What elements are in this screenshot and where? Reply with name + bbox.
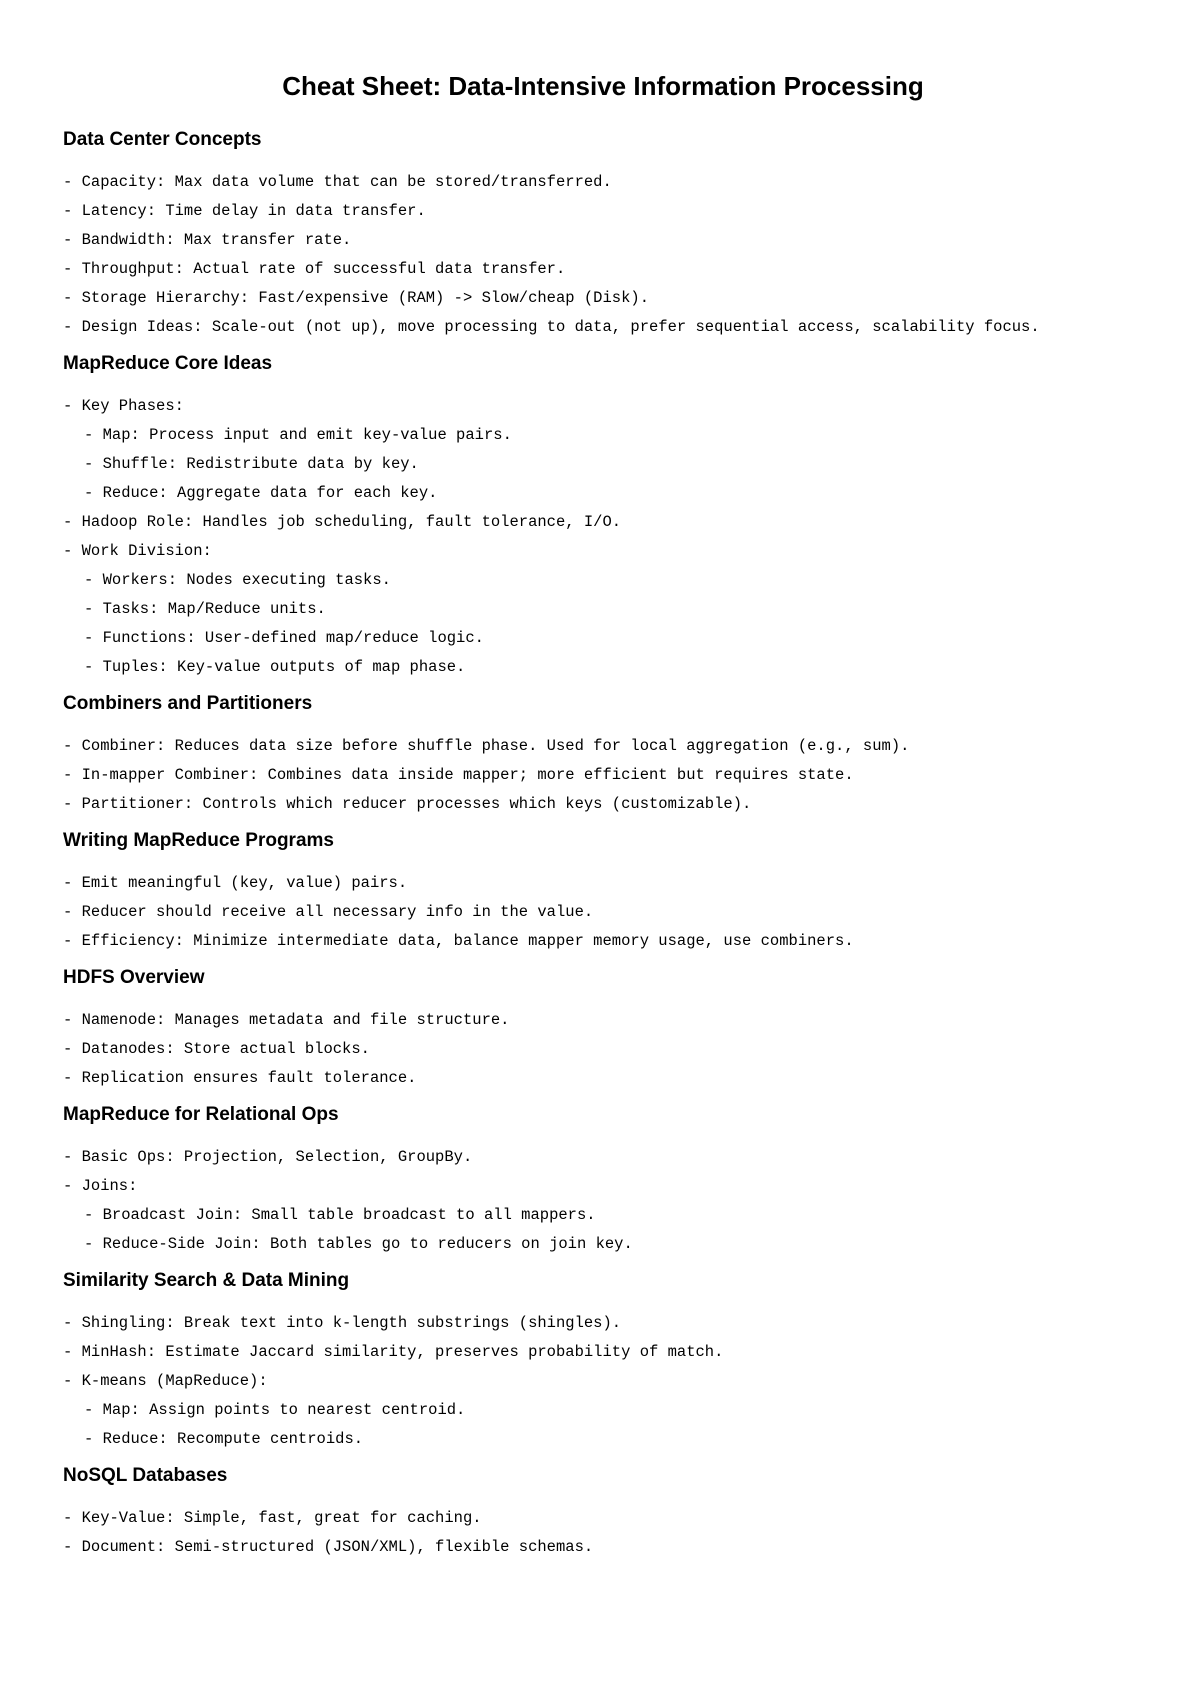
sub-bullet-line: - Tasks: Map/Reduce units. <box>84 600 326 618</box>
section-lines <box>63 1504 1143 1562</box>
bullet-line: - Hadoop Role: Handles job scheduling, fault tolerance, I/O. <box>63 513 622 531</box>
section-lines <box>63 1006 1143 1093</box>
section-heading: Writing MapReduce Programs <box>63 830 334 851</box>
section-heading: Similarity Search & Data Mining <box>63 1270 350 1291</box>
bullet-line: - Reducer should receive all necessary info in the value. <box>63 903 594 921</box>
bullet-line: - Combiner: Reduces data size before shuffle phase. Used for local aggregation (e.g., sum). <box>63 737 910 755</box>
section-lines <box>63 392 1143 682</box>
bullet-line: - Datanodes: Store actual blocks. <box>63 1040 370 1058</box>
sub-bullet-line: - Shuffle: Redistribute data by key. <box>84 455 419 473</box>
section <box>63 352 1143 682</box>
section-heading: HDFS Overview <box>63 967 205 988</box>
sub-bullet-line: - Reduce-Side Join: Both tables go to reducers on join key. <box>84 1235 633 1253</box>
sub-bullet-line: - Reduce: Recompute centroids. <box>84 1430 364 1448</box>
section <box>63 692 1143 819</box>
bullet-line: - Shingling: Break text into k-length substrings (shingles). <box>63 1314 622 1332</box>
section <box>63 1103 1143 1259</box>
sub-bullet-line: - Functions: User-defined map/reduce logic. <box>84 629 484 647</box>
page-title: Cheat Sheet: Data-Intensive Information Processing <box>282 71 924 101</box>
section-lines <box>63 1309 1143 1454</box>
section <box>63 966 1143 1093</box>
section-heading: MapReduce for Relational Ops <box>63 1104 339 1125</box>
sub-bullet-line: - Broadcast Join: Small table broadcast to all mappers. <box>84 1206 596 1224</box>
bullet-line: - Joins: <box>63 1177 138 1195</box>
cheat-sheet-page <box>63 0 1143 1572</box>
section <box>63 1269 1143 1454</box>
sub-bullet-line: - Reduce: Aggregate data for each key. <box>84 484 438 502</box>
bullet-line: - In-mapper Combiner: Combines data inside mapper; more efficient but requires state. <box>63 766 854 784</box>
section-heading: Combiners and Partitioners <box>63 693 313 714</box>
section-heading: MapReduce Core Ideas <box>63 353 273 374</box>
bullet-line: - Capacity: Max data volume that can be stored/transferred. <box>63 173 612 191</box>
bullet-line: - MinHash: Estimate Jaccard similarity, preserves probability of match. <box>63 1343 724 1361</box>
bullet-line: - Latency: Time delay in data transfer. <box>63 202 426 220</box>
bullet-line: - Storage Hierarchy: Fast/expensive (RAM) -> Slow/cheap (Disk). <box>63 289 649 307</box>
bullet-line: - Partitioner: Controls which reducer processes which keys (customizable). <box>63 795 752 813</box>
bullet-line: - Replication ensures fault tolerance. <box>63 1069 417 1087</box>
bullet-line: - K-means (MapReduce): <box>63 1372 268 1390</box>
section <box>63 829 1143 956</box>
section <box>63 128 1143 342</box>
bullet-line: - Namenode: Manages metadata and file structure. <box>63 1011 510 1029</box>
bullet-line: - Efficiency: Minimize intermediate data, balance mapper memory usage, use combiners. <box>63 932 854 950</box>
section <box>63 1464 1143 1562</box>
bullet-line: - Throughput: Actual rate of successful data transfer. <box>63 260 566 278</box>
section-heading: NoSQL Databases <box>63 1465 228 1486</box>
bullet-line: - Work Division: <box>63 542 212 560</box>
sub-bullet-line: - Map: Assign points to nearest centroid. <box>84 1401 466 1419</box>
bullet-line: - Bandwidth: Max transfer rate. <box>63 231 352 249</box>
section-lines <box>63 732 1143 819</box>
section-lines <box>63 869 1143 956</box>
bullet-line: - Basic Ops: Projection, Selection, GroupBy. <box>63 1148 473 1166</box>
section-heading: Data Center Concepts <box>63 129 262 150</box>
bullet-line: - Document: Semi-structured (JSON/XML), flexible schemas. <box>63 1538 594 1556</box>
bullet-line: - Key-Value: Simple, fast, great for caching. <box>63 1509 482 1527</box>
sub-bullet-line: - Tuples: Key-value outputs of map phase. <box>84 658 466 676</box>
sub-bullet-line: - Workers: Nodes executing tasks. <box>84 571 391 589</box>
sub-bullet-line: - Map: Process input and emit key-value pairs. <box>84 426 512 444</box>
sections-container <box>63 128 1143 1562</box>
bullet-line: - Key Phases: <box>63 397 184 415</box>
bullet-line: - Design Ideas: Scale-out (not up), move processing to data, prefer sequential access, scalability focus. <box>63 318 1040 336</box>
section-lines <box>63 168 1143 342</box>
bullet-line: - Emit meaningful (key, value) pairs. <box>63 874 408 892</box>
section-lines <box>63 1143 1143 1259</box>
